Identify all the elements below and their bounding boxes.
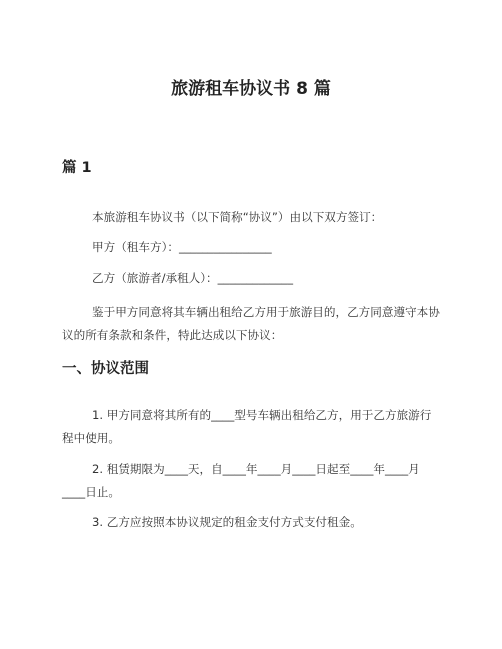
- intro-paragraph: 本旅游租车协议书（以下简称“协议”）由以下双方签订：: [92, 210, 383, 224]
- clause-2: 2. 租赁期限为____天，自____年____月____日起至____年____月____日止。: [62, 462, 420, 499]
- recital-paragraph: 鉴于甲方同意将其车辆出租给乙方用于旅游目的，乙方同意遵守本协议的所有条款和条件，特此达成以下协议：: [62, 305, 440, 342]
- section-heading-scope: 一、协议范围: [62, 361, 149, 377]
- party-b-line: 乙方（旅游者/承租人）：_____________: [92, 271, 293, 285]
- clause-3: 3. 乙方应按照本协议规定的租金支付方式支付租金。: [92, 515, 362, 529]
- section-heading-1: 篇 1: [62, 160, 92, 176]
- party-a-line: 甲方（租车方）：________________: [92, 240, 272, 254]
- document-title: 旅游租车协议书 8 篇: [171, 79, 331, 99]
- clause-1: 1. 甲方同意将其所有的____型号车辆出租给乙方，用于乙方旅游行程中使用。: [62, 408, 432, 445]
